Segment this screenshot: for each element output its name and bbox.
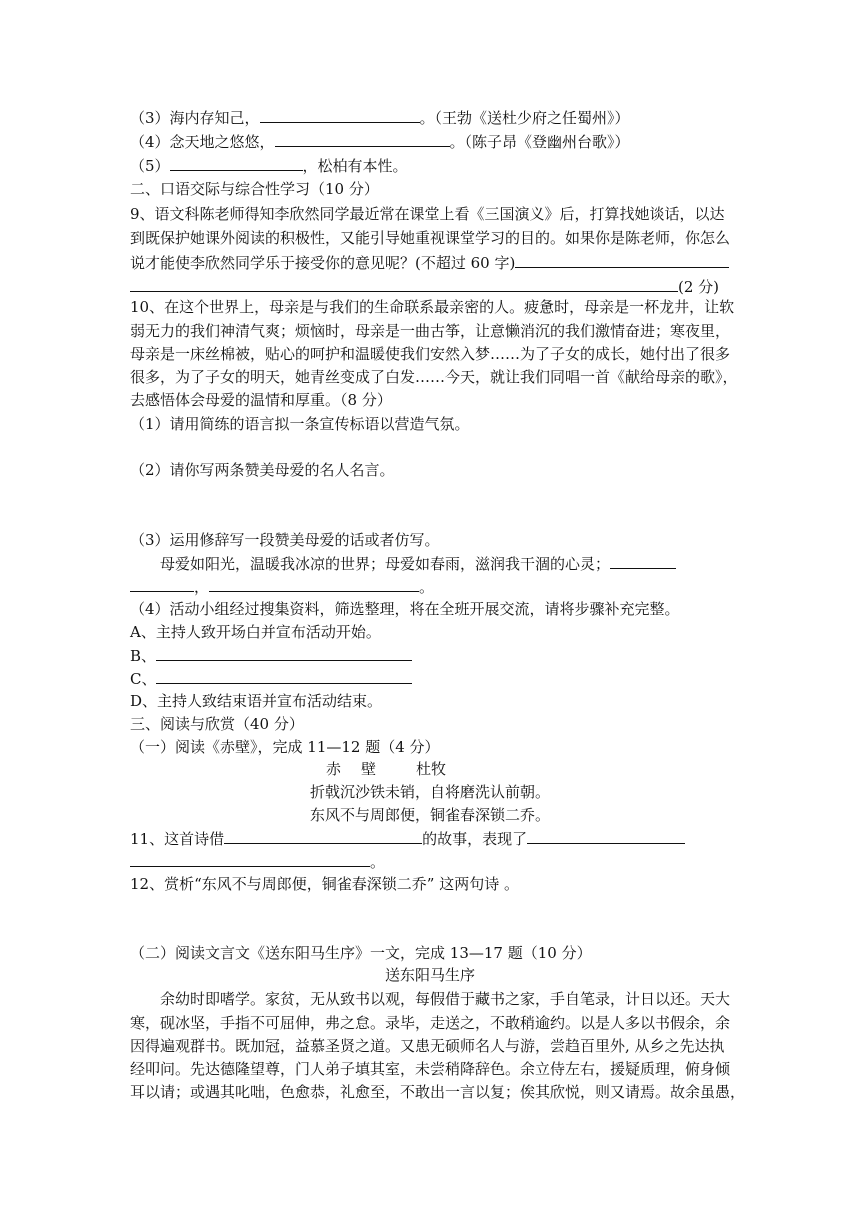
q9-answer-line (130, 276, 719, 297)
q10-text: 弱无力的我们神清气爽；烦恼时，母亲是一曲古筝，让意懒消沉的我们激情奋进；寒夜里， (130, 322, 731, 340)
passage-line: 余幼时即嗜学。家贫，无从致书以观，每假借于藏书之家，手自笔录，计日以还。天大 (160, 990, 731, 1008)
part-heading: （一）阅读《赤壁》，完成 11—12 题（4 分） (130, 738, 440, 756)
poem-title: 赤 壁 杜牧 (326, 760, 447, 778)
step-c: C、 (130, 668, 412, 689)
section-heading: 三、阅读与欣赏（40 分） (130, 715, 304, 733)
q10-text: 10、在这个世界上，母亲是与我们的生命联系最亲密的人。疲惫时，母亲是一杯龙井，让软 (130, 298, 735, 316)
q10-sub-1: （1）请用简练的语言拟一条宣传标语以营造气氛。 (130, 415, 470, 433)
q10-sub-3: （3）运用修辞写一段赞美母爱的话或者仿写。 (130, 531, 440, 549)
section-heading: 二、口语交际与综合性学习（10 分） (130, 180, 379, 198)
answer-blank[interactable] (527, 828, 685, 844)
passage-line: 耳以请；或遇其叱咄，色愈恭，礼愈至，不敢出一言以复；俟其欣悦，则又请焉。故余虽愚， (130, 1083, 746, 1101)
q10-text: 去感悟体会母爱的温情和厚重。（8 分） (130, 391, 392, 409)
step-b: B、 (130, 645, 412, 666)
q9-text: 到既保护她课外阅读的积极性，又能引导她重视课堂学习的目的。如果你是陈老师，你怎么 (130, 229, 731, 247)
q9-text: 9、语文科陈老师得知李欣然同学最近常在课堂上看《三国演义》后，打算找她谈话，以达 (130, 205, 725, 223)
answer-blank[interactable] (156, 668, 412, 684)
q10-sub-3-text: 母爱如阳光，温暖我冰凉的世界；母爱如春雨，滋润我干涸的心灵； (160, 553, 676, 574)
answer-blank[interactable] (275, 131, 450, 147)
answer-blank[interactable] (130, 851, 370, 867)
answer-blank[interactable] (156, 645, 412, 661)
score-label: (2 分) (678, 278, 720, 296)
passage-title: 送东阳马生序 (384, 966, 475, 984)
q11-answer-line: 。 (130, 851, 385, 872)
step-d: D、主持人致结束语并宣布活动结束。 (130, 692, 383, 710)
q11-text: 11、这首诗借 的故事，表现了 (130, 828, 685, 849)
answer-blank[interactable] (209, 576, 419, 592)
answer-blank[interactable] (170, 155, 303, 171)
poem-line: 折戟沉沙铁未销，自将磨洗认前朝。 (309, 783, 550, 801)
q10-sub-2: （2）请你写两条赞美母爱的名人名言。 (130, 461, 395, 479)
part-heading: （二）阅读文言文《送东阳马生序》一文，完成 13—17 题（10 分） (130, 944, 592, 962)
q12-text: 12、赏析“东风不与周郎便，铜雀春深锁二乔” 这两句诗 。 (130, 875, 519, 893)
answer-blank[interactable] (260, 107, 420, 123)
answer-blank[interactable] (515, 252, 729, 268)
answer-blank[interactable] (130, 276, 678, 292)
answer-blank[interactable] (224, 828, 422, 844)
answer-blank[interactable] (610, 553, 676, 569)
poem-line: 东风不与周郎便，铜雀春深锁二乔。 (309, 806, 550, 824)
q8-item-3: （3）海内存知己， 。（王勃《送杜少府之任蜀州》） (130, 109, 630, 127)
q8-item-4: （4）念天地之悠悠， 。（陈子昂《登幽州台歌》） (130, 133, 630, 151)
q10-text: 母亲是一床丝棉被，贴心的呵护和温暖使我们安然入梦……为了子女的成长，她付出了很多 (130, 345, 731, 363)
q10-sub-3-blanks: ， 。 (130, 576, 434, 597)
passage-line: 因得遍观群书。既加冠，益慕圣贤之道。又患无硕师名人与游，尝趋百里外, 从乡之先达执 (130, 1037, 725, 1055)
passage-line: 寒，砚冰坚，手指不可屈伸，弗之怠。录毕，走送之，不敢稍逾约。以是人多以书假余，余 (130, 1014, 731, 1032)
passage-line: 经叩问。先达德隆望尊，门人弟子填其室，未尝稍降辞色。余立侍左右，援疑质理，俯身倾 (130, 1060, 731, 1078)
q10-text: 很多，为了子女的明天，她青丝变成了白发……今天，就让我们同唱一首《献给母亲的歌》， (130, 368, 738, 386)
step-a: A、主持人致开场白并宣布活动开始。 (130, 623, 381, 641)
q8-item-5: （5） ，松柏有本性。 (130, 157, 408, 175)
answer-blank[interactable] (130, 576, 194, 592)
q9-text: 说才能使李欣然同学乐于接受你的意见呢？(不超过 60 字) (130, 252, 729, 273)
q10-sub-4: （4）活动小组经过搜集资料，筛选整理，将在全班开展交流，请将步骤补充完整。 (130, 600, 680, 618)
poem-author: 杜牧 (416, 760, 447, 778)
